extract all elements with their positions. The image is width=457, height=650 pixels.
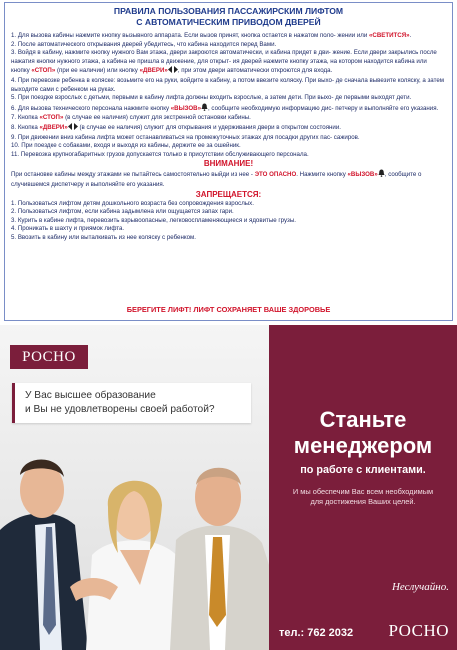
- forbidden-item: 4. Проникать в шахту и приямок лифта.: [11, 225, 125, 233]
- rules-body: [5, 32, 452, 242]
- rules-footer-slogan: БЕРЕГИТЕ ЛИФТ! ЛИФТ СОХРАНЯЕТ ВАШЕ ЗДОРОВЬЕ: [126, 305, 331, 314]
- headline: Станьте менеджером: [293, 407, 433, 458]
- offer-panel: [269, 325, 457, 650]
- attention-heading: ВНИМАНИЕ!: [203, 159, 254, 169]
- rule-item: 2. После автоматического открывания дверей убедитесь, что кабина находится перед Вами.: [11, 40, 277, 48]
- rule-item: 3. Войдя в кабину, нажмите кнопку нужного Вам этажа, двери закроются автоматически, и кабина придет в дви- жение. Если двери закрылись после нажатия кнопки нужного этажа, а кабина не пришла в движение, для открыт- ия дверей нажмите кнопку этажа, на котором находится кабина или кнопку «СТОП» (при ее наличии) или кнопку «ДВЕРИ» , при этом двери автоматически откроются для входа.: [11, 49, 446, 77]
- rule-item: 1. Для вызова кабины нажмите кнопку вызывного аппарата. Если вызов принят, кнопка остается в нажатом поло- жении или «СВЕТИТСЯ».: [11, 32, 412, 39]
- people-illustration: [0, 325, 269, 650]
- forbidden-heading: ЗАПРЕЩАЕТСЯ:: [195, 189, 262, 199]
- rule-item: 10. При поездке с собаками, входя и выходя из кабины, держите ее за ошейник.: [11, 142, 241, 150]
- tagline: Неслучайно.: [391, 581, 449, 593]
- subheadline: по работе с клиентами.: [300, 464, 426, 476]
- rule-item: 5. При поездке взрослых с детьми, первыми в кабину лифта должны входить взрослые, а затем дети. При выхо- де первыми выходят дети.: [11, 94, 412, 102]
- bell-icon: [201, 103, 208, 115]
- rosno-advertisement: [0, 325, 457, 650]
- question-text: У Вас высшее образование и Вы не удовлетворены своей работой?: [25, 390, 215, 415]
- question-box: [12, 383, 251, 423]
- rule-item: 9. При движении вниз кабина лифта может останавливаться на промежуточных этажах для посадки других пас- сажиров.: [11, 133, 360, 141]
- rosno-logo-bottom: РОСНО: [388, 621, 449, 640]
- forbidden-item: 5. Ввозить в кабину или выталкивать из нее коляску с ребенком.: [11, 233, 196, 241]
- elevator-rules-notice: [4, 2, 453, 321]
- rules-title-line2: С АВТОМАТИЧЕСКИМ ПРИВОДОМ ДВЕРЕЙ: [136, 17, 321, 27]
- business-people-photo: [0, 325, 269, 650]
- forbidden-item: 3. Курить в кабине лифта, перевозить взрывоопасные, легковоспламеняющиеся и ядовитые грузы.: [11, 216, 296, 224]
- rules-title: [5, 6, 452, 28]
- rule-item: 4. При перевозке ребенка в коляске: возьмите его на руки, войдите в кабину, а потом ввезите коляску. При выхо- де сначала вывезите коляску, а затем выходите сами с ребенком на руках.: [11, 76, 444, 93]
- forbidden-item: 2. Пользоваться лифтом, если кабина задымлена или ощущается запах гари.: [11, 208, 234, 216]
- bell-icon: [378, 169, 385, 181]
- doors-arrows-icon: [168, 66, 178, 77]
- offer-description: И мы обеспечим Вас всем необходимым для достижения Ваших целей.: [292, 487, 434, 507]
- forbidden-item: 1. Пользоваться лифтом детям дошкольного возраста без сопровождения взрослых.: [11, 199, 254, 207]
- rules-title-line1: ПРАВИЛА ПОЛЬЗОВАНИЯ ПАССАЖИРСКИМ ЛИФТОМ: [113, 6, 344, 16]
- doors-arrows-icon: [68, 123, 78, 134]
- rule-item: 6. Для вызова технического персонала нажмите кнопку «ВЫЗОВ» , сообщите необходимую информацию дис- петчеру и выполняйте его указания.: [11, 103, 446, 115]
- rule-item: 11. Перевозка крупногабаритных грузов допускается только в присутствии обслуживающего персонала.: [11, 150, 309, 158]
- phone-number: тел.: 762 2032: [279, 627, 354, 639]
- rosno-logo: РОСНО: [10, 345, 88, 369]
- rule-item: 8. Кнопка «ДВЕРИ» (в случае ее наличия) служит для открывания и удерживания двери в открытом состоянии.: [11, 123, 446, 134]
- attention-text: При остановке кабины между этажами не пытайтесь самостоятельно выйди из нее - ЭТО ОПАСНО. Нажмите кнопку «ВЫЗОВ» , сообщите о случившемся диспетчеру и выполняйте его указания.: [11, 171, 422, 188]
- rule-item: 7. Кнопка «СТОП» (в случае ее наличия) служит для экстренной остановки кабины.: [11, 114, 251, 122]
